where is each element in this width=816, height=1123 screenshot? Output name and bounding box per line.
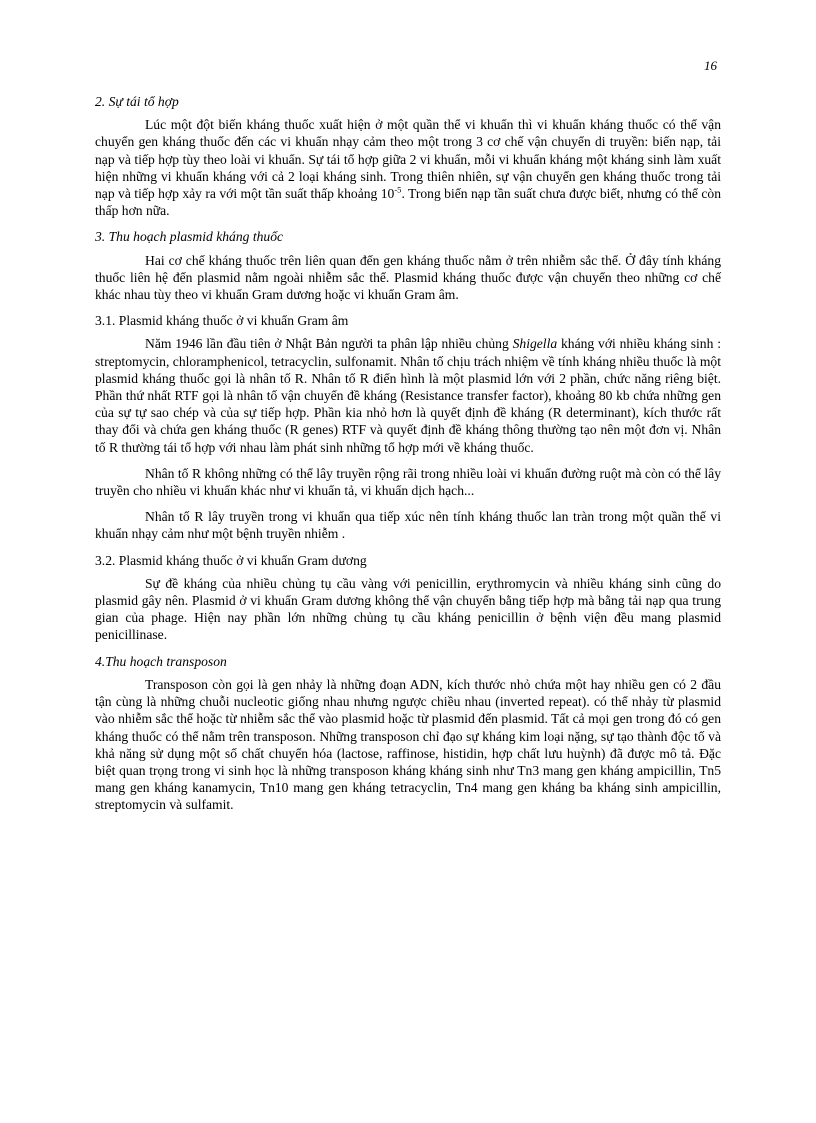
- species-name: Shigella: [512, 336, 558, 352]
- section-3-1-paragraph-1: Năm 1946 lần đầu tiên ở Nhật Bản người ta phân lập nhiều chủng Shigella kháng với nhiều kháng sinh : streptomycin, chloramphenicol, tetracyclin, sulfonamit. Nhân tố chịu trách nhiệm về tính kháng nhiều thuốc là một plasmid kháng thuốc gọi là nhân tố R. Nhân tố R điển hình là một plasmid lớn với 2 phần, chức năng riêng biệt. Phần thứ nhất RTF gọi là nhân tố vận chuyển đề kháng (Resistance transfer factor), khoảng 80 kb chứa những gen của sự tự sao chép và của sự tiếp hợp. Phần kia nhỏ hơn là quyết định đề kháng (R determinant), kích thước rất thay đổi và chứa gen kháng thuốc (R genes) RTF và quyết định đề kháng thông thường tạo nên một đơn vị. Nhân tố R thường tái tổ hợp với nhau làm phát sinh những tổ hợp mới về kháng thuốc.: [95, 336, 721, 455]
- section-4-paragraph: Transposon còn gọi là gen nhảy là những đoạn ADN, kích thước nhỏ chứa một hay nhiều gen có 2 đầu tận cùng là những chuỗi nucleotic giống nhau nhưng ngược chiều nhau (inverted repeat). có thể nhảy từ plasmid vào nhiễm sắc thể hoặc từ nhiễm sắc thể vào plasmid hoặc từ plasmid đến plasmid. Tất cả mọi gen trong đó có gen kháng thuốc có thể nằm trên transposon. Những transposon chỉ đạo sự kháng kim loại nặng, sự tạo thành độc tố và khả năng sử dụng một số chất chuyển hóa (lactose, raffinose, histidin, hợp chất lưu huỳnh) đã được mô tả. Đặc biệt quan trọng trong vi sinh học là những transposon kháng kháng sinh như Tn3 mang gen kháng ampicillin, Tn5 mang gen kháng kanamycin, Tn10 mang gen kháng tetracyclin, Tn4 mang gen kháng ba kháng sinh ampicillin, streptomycin và sulfamit.: [95, 676, 721, 813]
- section-3-1-paragraph-3: Nhân tố R lây truyền trong vi khuẩn qua tiếp xúc nên tính kháng thuốc lan tràn trong một quần thể vi khuẩn nhạy cảm như một bệnh truyền nhiễm .: [95, 509, 721, 542]
- section-3-paragraph: Hai cơ chế kháng thuốc trên liên quan đến gen kháng thuốc nằm ở trên nhiễm sắc thể. Ở đây tính kháng thuốc liên hệ đến plasmid nằm ngoài nhiễm sắc thể. Plasmid kháng thuốc được vận chuyển theo những cơ chế khác nhau tùy theo vi khuẩn Gram dương hoặc vi khuẩn Gram âm.: [95, 252, 721, 303]
- section-4-heading: 4.Thu hoạch transposon: [95, 653, 227, 669]
- section-3-heading: 3. Thu hoạch plasmid kháng thuốc: [95, 229, 284, 245]
- page-number: 16: [704, 58, 717, 73]
- section-2-heading: 2. Sự tái tổ hợp: [95, 94, 179, 109]
- section-3-1-paragraph-2: Nhân tố R không những có thể lây truyền rộng rãi trong nhiều loài vi khuẩn đường ruột mà còn có thể lây truyền cho nhiều vi khuẩn khác như vi khuẩn tả, vi khuẩn dịch hạch...: [95, 465, 721, 499]
- section-3-1-heading: 3.1. Plasmid kháng thuốc ở vi khuẩn Gram âm: [95, 313, 349, 329]
- document-body: [95, 93, 721, 820]
- exponent: -5: [394, 184, 402, 195]
- section-3-2-heading: 3.2. Plasmid kháng thuốc ở vi khuẩn Gram dương: [95, 552, 367, 568]
- section-3-2-paragraph: Sự đề kháng của nhiều chủng tụ cầu vàng với penicillin, erythromycin và nhiều kháng sinh cũng do plasmid gây nên. Plasmid ở vi khuẩn Gram dương không thể vận chuyển bằng tiếp hợp mà bằng tải nạp qua trung gian của phage. Hiện nay phần lớn những chủng tụ cầu kháng penicillin ở bệnh viện đều mang plasmid penicillinase.: [95, 575, 721, 643]
- section-2-paragraph: Lúc một đột biến kháng thuốc xuất hiện ở một quần thể vi khuẩn thì vi khuẩn kháng thuốc có thể vận chuyển gen kháng thuốc đến các vi khuẩn nhạy cảm theo một trong 3 cơ chế vận chuyển di truyền: biến nạp, tải nạp và tiếp hợp tùy theo loài vi khuẩn. Sự tái tổ hợp giữa 2 vi khuẩn, mỗi vi khuẩn kháng một kháng sinh làm xuất hiện những vi khuẩn kháng với cả 2 loại kháng sinh. Trong thiên nhiên, sự vận chuyển gen kháng thuốc trong tải nạp và tiếp hợp xảy ra với một tần suất thấp khoảng $10^{-5}$. Trong biến nạp tần suất chưa được biết, nhưng có thể còn thấp hơn nữa.: [95, 117, 721, 219]
